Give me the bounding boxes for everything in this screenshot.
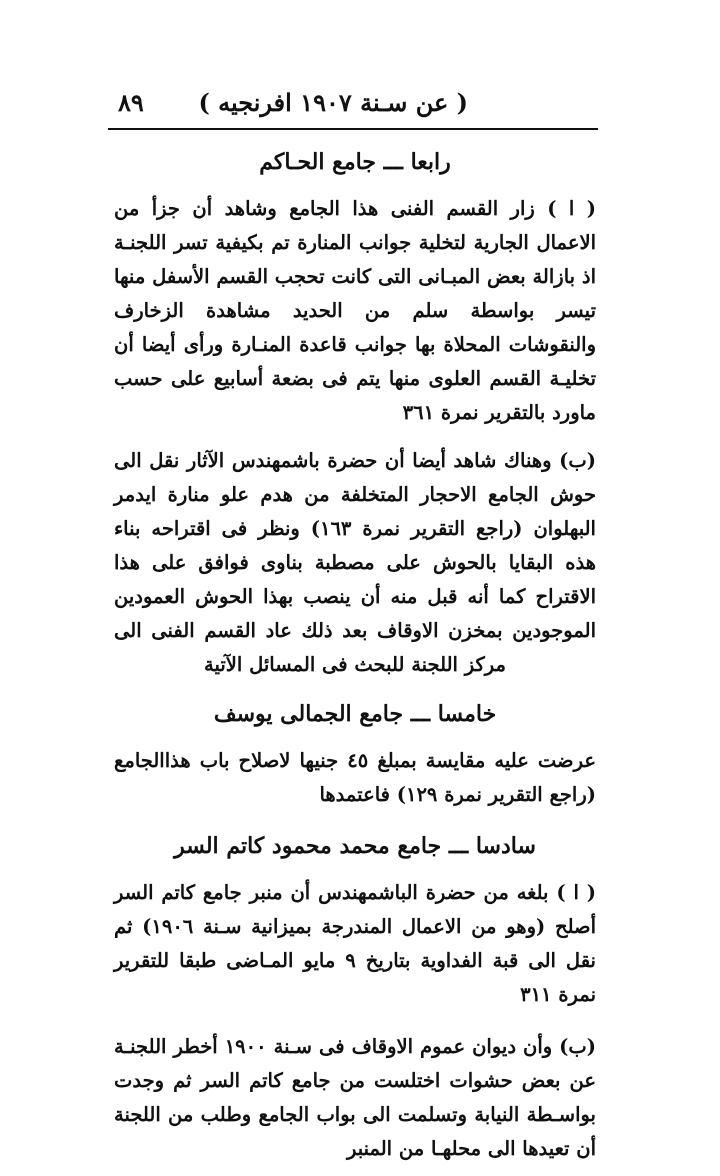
page-header [108, 86, 598, 126]
running-title: ( عن سـنة ١٩٠٧ افرنجيه ) [198, 88, 468, 117]
section-heading-fourth: رابعا ـــ جامع الحـاكم [259, 149, 451, 175]
section-heading-fifth: خامسا ـــ جامع الجمالى يوسف [213, 701, 497, 727]
section-heading-sixth: سادسا ـــ جامع محمد محمود كاتم السر [174, 833, 536, 859]
page-number: ٨٩ [118, 88, 144, 117]
paragraph-4b: (ب) وهناك شاهد أيضا أن حضرة باشمهندس الآثار نقل الى حوش الجامع الاحجار المتخلفة من هدم علو منارة ايدمر البهلوان (راجع التقرير نمرة ١٦٣) ونظر فى اقتراحه بناء هذه البقايا بالحوش على مصطبة بناوى فوافق على هذا الاقتراح كما أنه قبل منه أن ينصب بهذا الحوش العمودين الموجودين بمخزن الاوقاف بعد ذلك عاد القسم الفنى الى مركز اللجنة للبحث فى المسائل الآتية [114, 449, 596, 676]
page-body [114, 140, 596, 1176]
header-rule [108, 128, 598, 130]
paragraph-5: عرضت عليه مقايسة بمبلغ ٤٥ جنيها لاصلاح باب هذاالجامع (راجع التقرير نمرة ١٢٩) فاعتمدها [114, 749, 596, 806]
paragraph-6a: ( ا ) بلغه من حضرة الباشمهندس أن منبر جامع كاتم السر أصلح (وهو من الاعمال المندرجة بميزانية سـنة ١٩٠٦) ثم نقل الى قبة الفداوية بتاريخ ٩ مايو المـاضى طبقا للتقرير نمرة ٣١١ [114, 881, 597, 1006]
paragraph-6b: (ب) وأن ديوان عموم الاوقاف فى سـنة ١٩٠٠ أخطر اللجنـة عن بعض حشوات اختلست من جامع كاتم السر ثم وجدت بواسـطة النيابة وتسلمت الى بواب الجامع وطلب من اللجنة أن تعيدها الى محلهـا من المنبر [114, 1035, 596, 1160]
paragraph-4a: ( ا ) زار القسم الفنى هذا الجامع وشاهد أن جزأ من الاعمال الجارية لتخلية جوانب المنارة تم بكيفية تسر اللجنـة اذ بازالة بعض المبـانى التى كانت تحجب القسم الأسفل منها تيسر بواسطة سلم من الحديد مشاهدة الزخارف والنقوشات المحلاة بها جوانب قاعدة المنـارة ورأى أيضا أن تخليـة القسم العلوى منها يتم فى بضعة أسابيع على حسب ماورد بالتقرير نمرة ٣٦١ [114, 197, 596, 424]
